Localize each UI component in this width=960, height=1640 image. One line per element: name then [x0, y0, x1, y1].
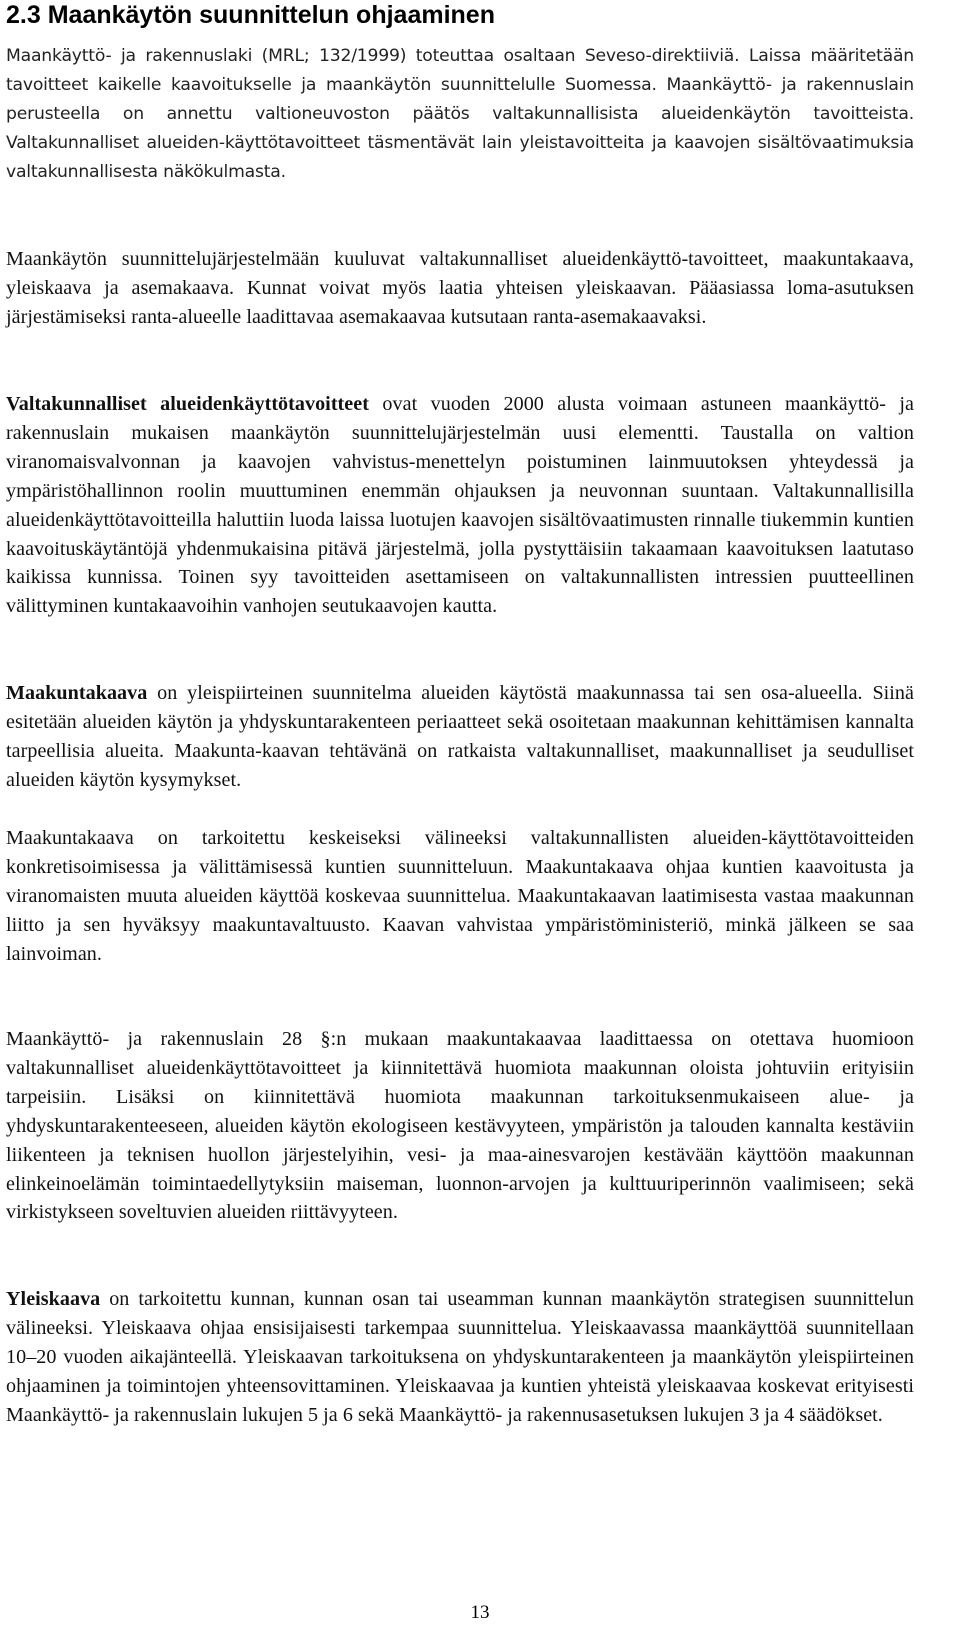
paragraph-national-goals [6, 390, 914, 621]
paragraph-text: ovat vuoden 2000 alusta voimaan astuneen maankäyttö- ja rakennuslain mukaisen maankäytön suunnittelujärjestelmän uusi elementti. Taustalla on valtion viranomaisvalvonnan ja kaavojen vahvistus-menettelyn poistuminen lainmuutoksen yhteydessä ja ympäristöhallinnon roolin muuttuminen enemmän ohjauksen ja neuvonnan suuntaan. Valtakunnallisilla alueidenkäyttötavoitteilla haluttiin luoda laissa luotujen kaavojen sisältövaatimusten rinnalle tiukemmin kuntien kaavoituskäytäntöjä yhdenmukaisina pitävä järjestelmä, jolla pystyttäisiin takaamaan kaavoituksen laatutaso kaikissa kunnissa. Toinen syy tavoitteiden asettamiseen on valtakunnallisten intressien puutteellinen välittyminen kuntakaavoihin vanhojen seutukaavojen kautta. [6, 393, 914, 618]
paragraph-planning-system [6, 245, 914, 332]
paragraph-text: Maankäytön suunnittelujärjestelmään kuuluvat valtakunnalliset alueidenkäyttö-tavoitteet, maakuntakaava, yleiskaava ja asemakaava. Kunnat voivat myös laatia yhteisen yleiskaavan. Pääasiassa loma-asutuksen järjestämiseksi ranta-alueelle laadittavaa asemakaavaa kutsutaan ranta-asemakaavaksi. [6, 248, 914, 328]
paragraph-mrl [6, 42, 914, 187]
paragraph-section-28 [6, 1025, 914, 1227]
paragraph-text: Maankäyttö- ja rakennuslaki (MRL; 132/1999) toteuttaa osaltaan Seveso-direktiiviä. Laissa määritetään tavoitteet kaikelle kaavoitukselle ja maankäytön suunnittelulle Suomessa. Maankäyttö- ja rakennuslain perusteella on annettu valtioneuvoston päätös valtakunnallisista alueidenkäytön tavoitteista. Valtakunnalliset alueiden-käyttötavoitteet täsmentävät lain yleistavoitteita ja kaavojen sisältövaatimuksia valtakunnallisesta näkökulmasta. [6, 46, 914, 182]
term-yleiskaava: Yleiskaava [6, 1288, 101, 1310]
paragraph-maakuntakaava [6, 679, 914, 795]
term-maakuntakaava: Maakuntakaava [6, 682, 148, 704]
document-page [6, 0, 914, 1426]
paragraph-text: Maakuntakaava on tarkoitettu keskeiseksi välineeksi valtakunnallisten alueiden-käyttötavoitteiden konkretisoimisessa ja välittämisessä kuntien suunnitteluun. Maakuntakaava ohjaa kuntien kaavoitusta ja viranomaisten muuta alueiden käyttöä koskevaa suunnittelua. Maakuntakaavan laatimisesta vastaa maakunnan liitto ja sen hyväksyy maakuntavaltuusto. Kaavan vahvistaa ympäristöministeriö, minkä jälkeen se saa lainvoiman. [6, 827, 914, 965]
paragraph-text: Maankäyttö- ja rakennuslain 28 §:n mukaan maakuntakaavaa laadittaessa on otettava huomioon valtakunnalliset alueidenkäyttötavoitteet ja kiinnitettävä huomiota maakunnan oloista johtuviin erityisiin tarpeisiin. Lisäksi on kiinnitettävä huomiota maakunnan tarkoituksenmukaiseen alue- ja yhdyskuntarakenteeseen, alueiden käytön ekologiseen kestävyyteen, ympäristön ja talouden kannalta kestäviin liikenteen ja teknisen huollon järjestelyihin, vesi- ja maa-ainesvarojen kestävään käyttöön maakunnan elinkeinoelämän toimintaedellytyksiin maiseman, luonnon-arvojen ja kulttuuriperinnön vaalimiseen; sekä virkistykseen soveltuvien alueiden riittävyyteen. [6, 1028, 914, 1224]
paragraph-yleiskaava [6, 1285, 914, 1430]
paragraph-maakuntakaava-role [6, 824, 914, 969]
paragraph-text: on yleispiirteinen suunnitelma alueiden käytöstä maakunnassa tai sen osa-alueella. Siinä esitetään alueiden käytön ja yhdyskuntarakenteen periaatteet sekä osoitetaan maakunnan kehittämisen kannalta tarpeellisia alueita. Maakunta-kaavan tehtävänä on ratkaista valtakunnalliset, maakunnalliset ja seudulliset alueiden käytön kysymykset. [6, 682, 914, 791]
term-valtakunnalliset: Valtakunnalliset alueidenkäyttötavoitteet [6, 393, 369, 415]
section-heading: 2.3 Maankäytön suunnittelun ohjaaminen [6, 1, 495, 29]
page-number: 13 [470, 1602, 490, 1623]
paragraph-text: on tarkoitettu kunnan, kunnan osan tai useamman kunnan maankäytön strategisen suunnittelun välineeksi. Yleiskaava ohjaa ensisijaisesti tarkempaa suunnittelua. Yleiskaavassa maankäyttöä suunnitellaan 10–20 vuoden aikajänteellä. Yleiskaavan tarkoituksena on yhdyskuntarakenteen ja maankäytön yleispiirteinen ohjaaminen ja toimintojen yhteensovittaminen. Yleiskaavaa ja kuntien yhteistä yleiskaavaa koskevat erityisesti Maankäyttö- ja rakennuslain lukujen 5 ja 6 sekä Maankäyttö- ja rakennusasetuksen lukujen 3 ja 4 säädökset. [6, 1288, 914, 1426]
